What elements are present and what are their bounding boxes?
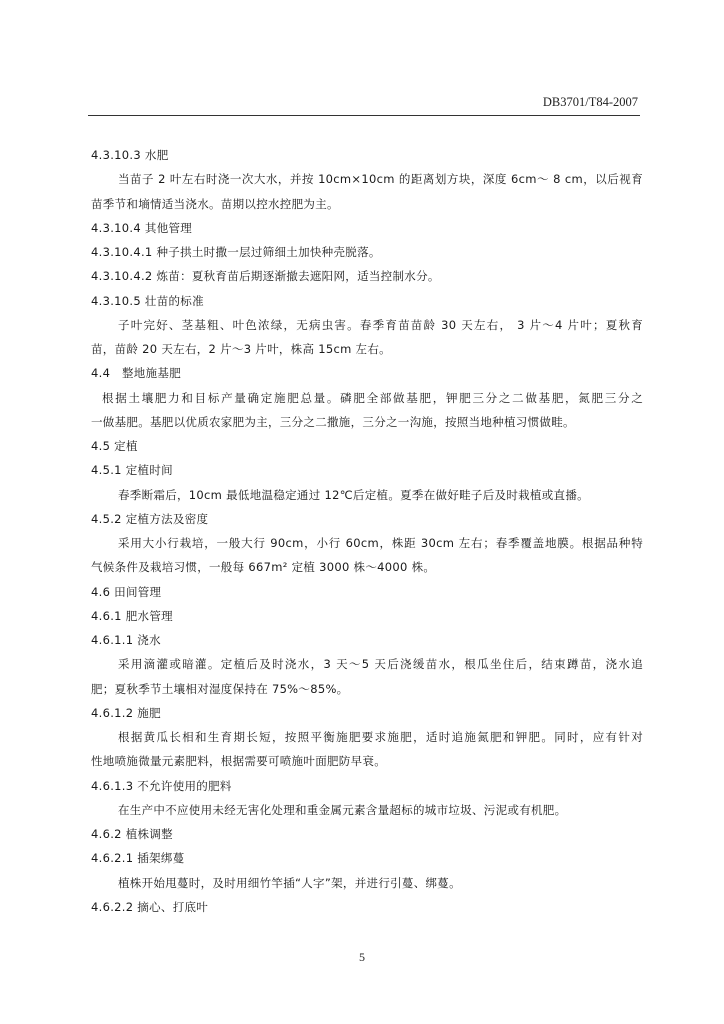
section-heading: 4.6.1.2 施肥	[91, 705, 161, 720]
paragraph-line: 苗，苗龄 20 天左右，2 片～3 片叶，株高 15cm 左右。	[91, 342, 391, 356]
section-heading: 4.6.1.1 浇水	[91, 633, 161, 647]
section-heading: 4.3.10.5 壮苗的标准	[91, 293, 204, 308]
section-heading: 4.6.2.2 摘心、打底叶	[91, 899, 209, 914]
paragraph-line: 气候条件及栽培习惯，一般每 667m² 定植 3000 株～4000 株。	[91, 560, 436, 575]
section-heading: 4.3.10.4.2 炼苗：夏秋育苗后期逐渐撤去遮阳网，适当控制水分。	[91, 269, 440, 284]
paragraph-line: 一做基肥。基肥以优质农家肥为主，三分之二撒施，三分之一沟施，按照当地种植习惯做畦。	[91, 414, 575, 429]
section-heading: 4.5 定植	[91, 439, 138, 453]
section-heading: 4.6.2 植株调整	[91, 827, 173, 841]
page-number: 5	[359, 950, 365, 964]
section-heading: 4.5.2 定植方法及密度	[91, 511, 209, 526]
section-heading: 4.4 整地施基肥	[91, 366, 181, 381]
document-body	[91, 143, 643, 919]
section-heading: 4.3.10.3 水肥	[91, 148, 169, 162]
section-heading: 4.3.10.4.1 种子拱土时撒一层过筛细土加快种壳脱落。	[91, 245, 381, 259]
paragraph-line: 根据黄瓜长相和生育期长短，按照平衡施肥要求施肥，适时追施氮肥和钾肥。同时，应有针对	[118, 730, 643, 744]
section-heading: 4.6.1 肥水管理	[91, 608, 173, 623]
paragraph-line: 采用滴灌或暗灌。定植后及时浇水，3 天～5 天后浇缓苗水，根瓜坐住后，结束蹲苗，浇水追	[118, 657, 643, 672]
paragraph-line: 采用大小行栽培，一般大行 90cm，小行 60cm，株距 30cm 左右；春季覆盖地膜。根据品种特	[118, 536, 643, 550]
paragraph-line: 苗季节和墒情适当浇水。苗期以控水控肥为主。	[91, 196, 339, 211]
paragraph-line: 在生产中不应使用未经无害化处理和重金属元素含量超标的城市垃圾、污泥或有机肥。	[118, 802, 567, 817]
paragraph-line: 春季断霜后，10cm 最低地温稳定通过 12℃后定植。夏季在做好畦子后及时栽植或直播。	[118, 487, 589, 502]
document-code: DB3701/T84-2007	[542, 95, 638, 109]
paragraph-line: 肥；夏秋季节土壤相对湿度保持在 75%～85%。	[91, 681, 349, 696]
section-heading: 4.6.2.1 插架绑蔓	[91, 851, 185, 866]
paragraph-line: 根据土壤肥力和目标产量确定施肥总量。磷肥全部做基肥，钾肥三分之二做基肥，氮肥三分之	[102, 390, 643, 405]
paragraph-line: 子叶完好、茎基粗、叶色浓绿，无病虫害。春季育苗苗龄 30 天左右， 3 片～4 片叶；夏秋育	[118, 317, 643, 332]
header-divider	[88, 115, 640, 116]
paragraph-line: 当苗子 2 叶左右时浇一次大水，并按 10cm×10cm 的距离划方块，深度 6cm～ 8 cm，以后视育	[118, 172, 643, 187]
section-heading: 4.5.1 定植时间	[91, 463, 173, 478]
paragraph-line: 植株开始甩蔓时，及时用细竹竿插“人字”架，并进行引蔓、绑蔓。	[118, 875, 461, 890]
section-heading: 4.6 田间管理	[91, 584, 162, 599]
paragraph-line: 性地喷施微量元素肥料，根据需要可喷施叶面肥防早衰。	[91, 754, 386, 769]
section-heading: 4.6.1.3 不允许使用的肥料	[91, 778, 232, 793]
section-heading: 4.3.10.4 其他管理	[91, 220, 193, 235]
